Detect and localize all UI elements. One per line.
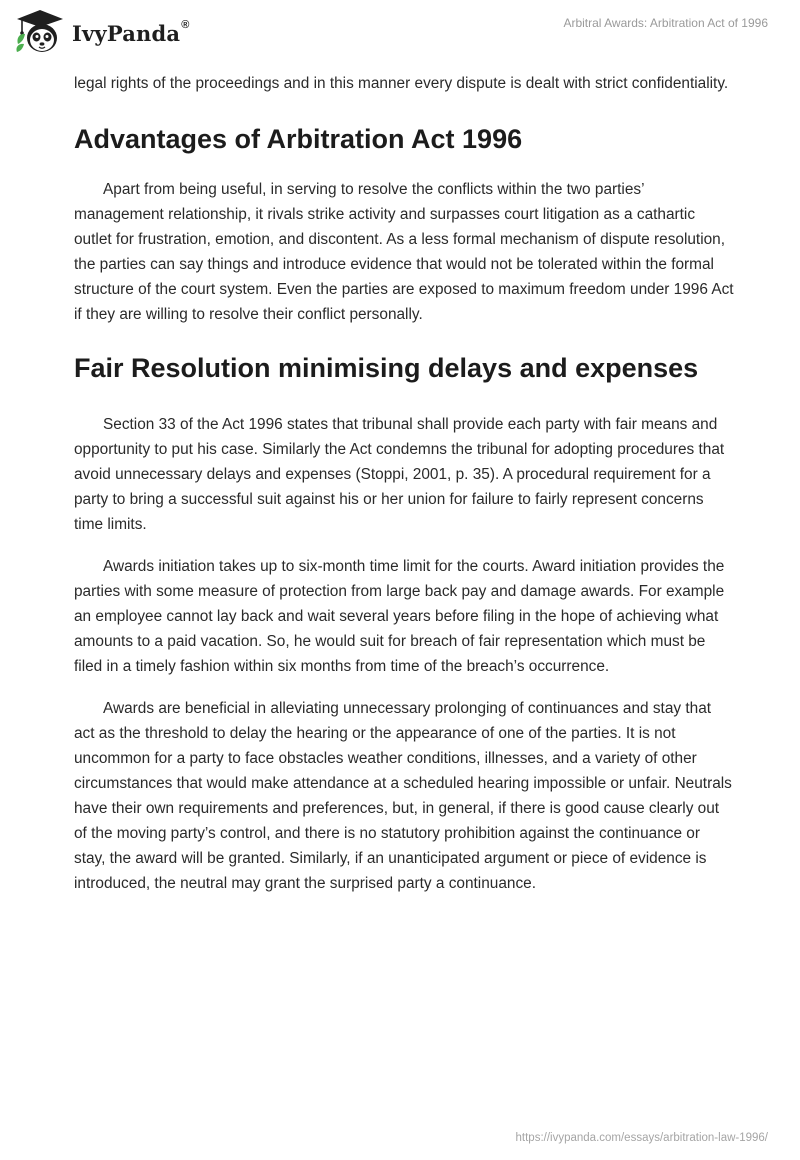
section-heading-fair-resolution: Fair Resolution minimising delays and expenses [74, 353, 699, 383]
page-header [0, 0, 800, 64]
section-heading-advantages: Advantages of Arbitration Act 1996 [74, 124, 523, 154]
intro-continuation: legal rights of the proceedings and in this manner every dispute is dealt with strict confidentiality. [74, 75, 729, 92]
paragraph-section-33: Section 33 of the Act 1996 states that tribunal shall provide each party with fair means and opportunity to put his case. Similarly the Act condemns the tribunal for adopting procedures that avoid unnecessary delays and expenses (Stoppi, 2001, p. 35). A procedural requirement for a party to bring a successful suit against his or her union for failure to fairly represent concerns time limits. [74, 416, 725, 533]
source-url[interactable]: https://ivypanda.com/essays/arbitration-law-1996/ [515, 1132, 768, 1144]
brand-name: IvyPanda® [72, 18, 190, 46]
paragraph-continuances: Awards are beneficial in alleviating unnecessary prolonging of continuances and stay that act as the threshold to delay the hearing or the appearance of one of the parties. It is not uncommon for a party to face obstacles weather conditions, illnesses, and a variety of other circumstances that would make attendance at a scheduled hearing impossible or unfair. Neutrals have their own requirements and preferences, but, in general, if there is good cause clearly out of the moving party’s control, and there is no statutory prohibition against the continuance or stay, the award will be granted. Similarly, if an unanticipated argument or piece of evidence is introduced, the neutral may grant the surprised party a continuance. [74, 700, 732, 892]
graduation-cap-panda-icon [14, 8, 66, 56]
brand-logo[interactable] [14, 8, 190, 56]
paragraph-advantages: Apart from being useful, in serving to resolve the conflicts within the two parties’ management relationship, it rivals strike activity and surpasses court litigation as a cathartic outlet for frustration, emotion, and discontent. As a less formal mechanism of dispute resolution, the parties can say things and introduce evidence that would not be tolerated within the formal structure of the court system. Even the parties are exposed to maximum freedom under 1996 Act if they are willing to resolve their conflict personally. [74, 181, 734, 323]
paragraph-awards-initiation: Awards initiation takes up to six-month time limit for the courts. Award initiation provides the parties with some measure of protection from large back pay and damage awards. For example an employee cannot lay back and wait several years before filing in the hope of achieving what amounts to a paid vacation. So, he would suit for breach of fair representation which must be filed in a timely fashion within six months from time of the breach’s occurrence. [74, 558, 725, 675]
document-body [74, 71, 734, 896]
registered-mark: ® [181, 18, 190, 31]
running-title: Arbitral Awards: Arbitration Act of 1996 [563, 16, 768, 30]
